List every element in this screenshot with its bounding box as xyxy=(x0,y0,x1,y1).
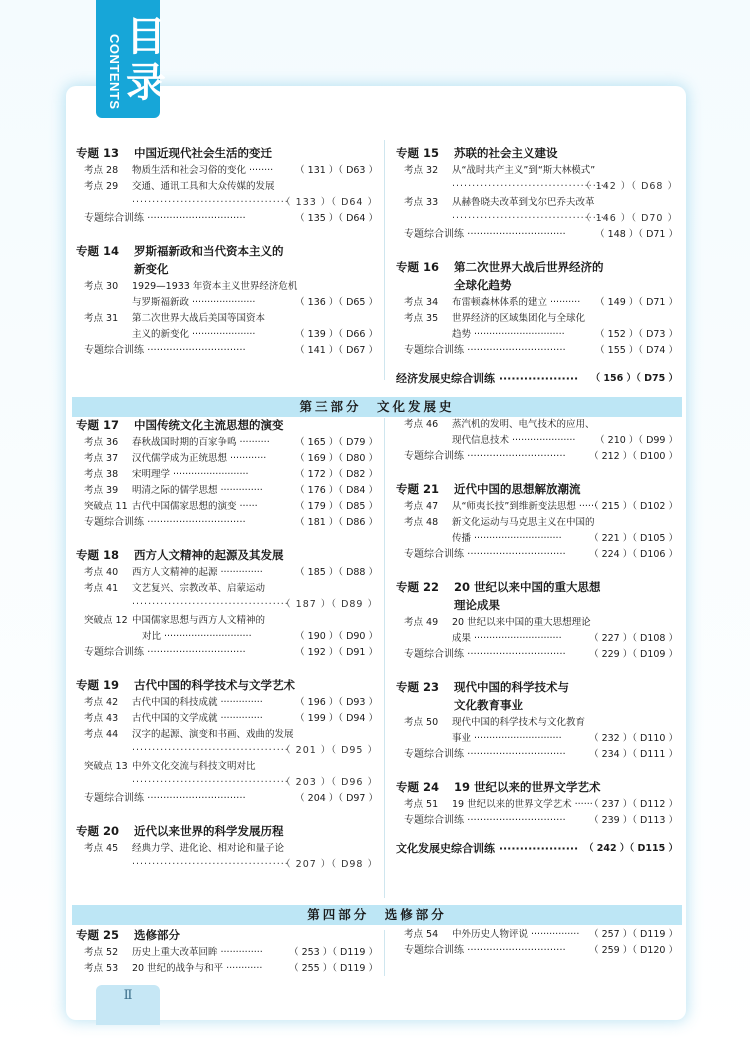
entry-title: 从“师夷长技”到维新变法思想 ······ xyxy=(452,501,597,512)
entry-title: 中外历史人物评说 ················ xyxy=(452,929,580,940)
topic-title: 19 世纪以来的世界文学艺术 xyxy=(454,780,601,794)
toc-review xyxy=(404,450,686,464)
entry-title: 20 世纪的战争与和平 ············ xyxy=(132,963,263,974)
entry-title: 世界经济的区域集团化与全球化 xyxy=(452,313,586,324)
toc-entry xyxy=(84,696,386,710)
page-reference: （ 203 ）（ D96 ） xyxy=(281,777,378,788)
review-title: 专题综合训练 ······························· xyxy=(84,345,246,356)
topic-number: 专题 14 xyxy=(76,244,120,258)
topic-title: 近代中国的思想解放潮流 xyxy=(454,482,581,496)
point-label: 考点 43 xyxy=(84,713,119,724)
page-reference: （ 155 ）（ D74 ） xyxy=(595,345,678,356)
topic-number: 专题 24 xyxy=(396,780,440,794)
toc-entry xyxy=(404,798,686,812)
toc-entry xyxy=(132,296,434,310)
entry-title: 新文化运动与马克思主义在中国的 xyxy=(452,517,595,528)
review-title: 文化发展史综合训练 ··················· xyxy=(396,842,579,855)
page-reference: （ 237 ）（ D112 ） xyxy=(589,799,678,810)
toc-review xyxy=(404,228,686,242)
topic-title: 罗斯福新政和当代资本主义的 xyxy=(134,244,284,258)
entry-title: 交通、通讯工具和大众传媒的发展 xyxy=(132,181,275,192)
leader-dots xyxy=(452,212,734,226)
entry-title: 对比 ····························· xyxy=(142,631,252,642)
topic-number: 专题 20 xyxy=(76,824,120,838)
topic-number: 专题 23 xyxy=(396,680,440,694)
toc-entry xyxy=(404,716,686,730)
topic-title: 第二次世界大战后世界经济的 xyxy=(454,260,604,274)
entry-title: 明清之际的儒学思想 ·············· xyxy=(132,485,263,496)
entry-title: 传播 ····························· xyxy=(452,533,562,544)
topic-number: 专题 22 xyxy=(396,580,440,594)
toc-review xyxy=(84,792,386,806)
entry-title: 汉代儒学成为正统思想 ············ xyxy=(132,453,267,464)
entry-title: 现代中国的科学技术与文化教育 xyxy=(452,717,586,728)
page-reference: （ 135 ）（ D64 ） xyxy=(295,213,378,224)
toc-topic xyxy=(76,678,378,692)
topic-number: 专题 15 xyxy=(396,146,440,160)
page-reference: （ 259 ）（ D120 ） xyxy=(589,945,678,956)
leader-dots: ······································· xyxy=(132,745,289,756)
entry-title: 现代信息技术 ····················· xyxy=(452,435,576,446)
leader-dots xyxy=(132,858,434,872)
entry-title: 19 世纪以来的世界文学艺术 ······ xyxy=(452,799,593,810)
entry-title: 布雷顿森林体系的建立 ·········· xyxy=(452,297,581,308)
toc-entry xyxy=(84,164,386,178)
toc-topic xyxy=(454,698,736,712)
toc-entry xyxy=(404,516,686,530)
page-reference: （ 204 ）（ D97 ） xyxy=(295,793,378,804)
toc-entry xyxy=(84,484,386,498)
point-label: 考点 40 xyxy=(84,567,119,578)
page-reference: （ 229 ）（ D109 ） xyxy=(589,649,678,660)
entry-title: 宋明理学 ························· xyxy=(132,469,249,480)
topic-title: 文化教育事业 xyxy=(454,698,523,712)
page-reference: （ 232 ）（ D110 ） xyxy=(589,733,678,744)
point-label: 突破点 12 xyxy=(84,615,128,626)
entry-title: 春秋战国时期的百家争鸣 ·········· xyxy=(132,437,270,448)
toc-review xyxy=(404,944,686,958)
leader-dots xyxy=(452,180,734,194)
toc-review xyxy=(404,748,686,762)
toc-entry xyxy=(84,760,386,774)
page-reference: （ 136 ）（ D65 ） xyxy=(295,297,378,308)
topic-title: 苏联的社会主义建设 xyxy=(454,146,558,160)
entry-title: 古代中国的科技成就 ·············· xyxy=(132,697,263,708)
toc-review xyxy=(84,344,386,358)
topic-number: 专题 17 xyxy=(76,418,120,432)
point-label: 考点 36 xyxy=(84,437,119,448)
page-reference: （ 169 ）（ D80 ） xyxy=(295,453,378,464)
topic-title: 20 世纪以来中国的重大思想 xyxy=(454,580,601,594)
toc-entry xyxy=(142,630,444,644)
point-label: 考点 51 xyxy=(404,799,439,810)
review-title: 专题综合训练 ······························· xyxy=(404,549,566,560)
toc-entry xyxy=(84,614,386,628)
page-reference: （ 253 ）（ D119 ） xyxy=(289,947,378,958)
page-reference: （ 221 ）（ D105 ） xyxy=(589,533,678,544)
point-label: 考点 35 xyxy=(404,313,439,324)
leader-dots: ······································· xyxy=(452,213,609,224)
page-reference: （ 255 ）（ D119 ） xyxy=(289,963,378,974)
point-label: 考点 53 xyxy=(84,963,119,974)
point-label: 考点 52 xyxy=(84,947,119,958)
leader-dots: ······································· xyxy=(132,777,289,788)
toc-topic xyxy=(76,418,378,432)
entry-title: 20 世纪以来中国的重大思想理论 xyxy=(452,617,591,628)
entry-title: 历史上重大改革回眸 ·············· xyxy=(132,947,263,958)
toc-entry xyxy=(84,712,386,726)
review-title: 专题综合训练 ······························· xyxy=(404,749,566,760)
entry-title: 主义的新变化 ····················· xyxy=(132,329,256,340)
point-label: 考点 31 xyxy=(84,313,119,324)
entry-title: 西方人文精神的起源 ·············· xyxy=(132,567,263,578)
point-label: 考点 48 xyxy=(404,517,439,528)
review-title: 专题综合训练 ······························· xyxy=(84,647,246,658)
topic-number: 专题 18 xyxy=(76,548,120,562)
page-reference: （ 141 ）（ D67 ） xyxy=(295,345,378,356)
toc-entry xyxy=(84,452,386,466)
entry-title: 文艺复兴、宗教改革、启蒙运动 xyxy=(132,583,266,594)
page-reference: （ 239 ）（ D113 ） xyxy=(589,815,678,826)
toc-entry xyxy=(84,468,386,482)
entry-title: 汉字的起源、演变和书画、戏曲的发展 xyxy=(132,729,294,740)
page-reference: （ 148 ）（ D71 ） xyxy=(595,229,678,240)
topic-number: 专题 13 xyxy=(76,146,120,160)
page-reference: （ 146 ）（ D70 ） xyxy=(581,213,678,224)
page-reference: （ 131 ）（ D63 ） xyxy=(295,165,378,176)
point-label: 考点 54 xyxy=(404,929,439,940)
page-reference: （ 190 ）（ D90 ） xyxy=(295,631,378,642)
toc-topic xyxy=(396,580,678,594)
topic-number: 专题 25 xyxy=(76,928,120,942)
toc-topic xyxy=(76,824,378,838)
toc-topic xyxy=(134,262,436,276)
leader-dots xyxy=(132,744,434,758)
toc-review xyxy=(84,516,386,530)
point-label: 突破点 11 xyxy=(84,501,128,512)
point-label: 考点 44 xyxy=(84,729,119,740)
toc-comprehensive-review xyxy=(396,372,678,386)
entry-title: 成果 ····························· xyxy=(452,633,562,644)
toc-review xyxy=(84,646,386,660)
toc-topic xyxy=(76,244,378,258)
leader-dots: ······································· xyxy=(452,181,609,192)
point-label: 考点 45 xyxy=(84,843,119,854)
page-reference: （ 172 ）（ D82 ） xyxy=(295,469,378,480)
page-reference: （ 142 ）（ D68 ） xyxy=(581,181,678,192)
entry-title: 1929—1933 年资本主义世界经济危机 xyxy=(132,281,298,292)
review-title: 经济发展史综合训练 ··················· xyxy=(396,372,579,385)
toc-review xyxy=(84,212,386,226)
toc-topic xyxy=(396,482,678,496)
page-reference: （ 242 ）（ D115 ） xyxy=(583,843,678,854)
page-reference: （ 212 ）（ D100 ） xyxy=(589,451,678,462)
toc-topic xyxy=(396,260,678,274)
toc-entry xyxy=(84,312,386,326)
toc-entry xyxy=(452,632,734,646)
toc-review xyxy=(404,344,686,358)
point-label: 考点 41 xyxy=(84,583,119,594)
topic-number: 专题 19 xyxy=(76,678,120,692)
entry-title: 第二次世界大战后美国等国资本 xyxy=(132,313,266,324)
toc-entry xyxy=(404,164,686,178)
review-title: 专题综合训练 ······························· xyxy=(404,229,566,240)
toc-entry xyxy=(84,500,386,514)
page-reference: （ 257 ）（ D119 ） xyxy=(589,929,678,940)
page-reference: （ 139 ）（ D66 ） xyxy=(295,329,378,340)
page-reference: （ 156 ）（ D75 ） xyxy=(590,373,678,384)
topic-number: 专题 21 xyxy=(396,482,440,496)
topic-title: 理论成果 xyxy=(454,598,500,612)
toc-entry xyxy=(84,582,386,596)
toc-entry xyxy=(404,196,686,210)
page-reference: （ 133 ）（ D64 ） xyxy=(281,197,378,208)
leader-dots: ······································· xyxy=(132,197,289,208)
entry-title: 从赫鲁晓夫改革到戈尔巴乔夫改革 xyxy=(452,197,595,208)
page-reference: （ 201 ）（ D95 ） xyxy=(281,745,378,756)
toc-entry xyxy=(84,728,386,742)
toc-entry xyxy=(132,328,434,342)
toc-entry xyxy=(84,566,386,580)
toc-topic xyxy=(454,598,736,612)
topic-title: 现代中国的科学技术与 xyxy=(454,680,569,694)
entry-title: 经典力学、进化论、相对论和量子论 xyxy=(132,843,285,854)
topic-number: 专题 16 xyxy=(396,260,440,274)
leader-dots: ······································· xyxy=(132,859,289,870)
toc-entry xyxy=(452,732,734,746)
toc-entry xyxy=(404,928,686,942)
review-title: 专题综合训练 ······························· xyxy=(404,815,566,826)
toc-entry xyxy=(84,842,386,856)
point-label: 考点 34 xyxy=(404,297,439,308)
page-reference: （ 196 ）（ D93 ） xyxy=(295,697,378,708)
page-reference: （ 192 ）（ D91 ） xyxy=(295,647,378,658)
toc-entry xyxy=(404,312,686,326)
point-label: 考点 47 xyxy=(404,501,439,512)
page-reference: （ 234 ）（ D111 ） xyxy=(589,749,678,760)
entry-title: 物质生活和社会习俗的变化 ········ xyxy=(132,165,274,176)
page-reference: （ 210 ）（ D99 ） xyxy=(595,435,678,446)
toc-entry xyxy=(404,296,686,310)
point-label: 考点 30 xyxy=(84,281,119,292)
leader-dots: ······································· xyxy=(132,599,289,610)
point-label: 突破点 13 xyxy=(84,761,128,772)
entry-title: 古代中国儒家思想的演变 ······ xyxy=(132,501,258,512)
toc-entry xyxy=(404,616,686,630)
toc-entry xyxy=(404,500,686,514)
point-label: 考点 38 xyxy=(84,469,119,480)
point-label: 考点 49 xyxy=(404,617,439,628)
point-label: 考点 28 xyxy=(84,165,119,176)
entry-title: 古代中国的文学成就 ·············· xyxy=(132,713,263,724)
toc-review xyxy=(404,648,686,662)
point-label: 考点 46 xyxy=(404,419,439,430)
toc-topic xyxy=(76,548,378,562)
topic-title: 中国传统文化主流思想的演变 xyxy=(134,418,284,432)
topic-title: 全球化趋势 xyxy=(454,278,512,292)
toc-entry xyxy=(84,436,386,450)
page-reference: （ 187 ）（ D89 ） xyxy=(281,599,378,610)
entry-title: 蒸汽机的发明、电气技术的应用、 xyxy=(452,419,595,430)
toc-topic xyxy=(396,680,678,694)
page-title: 目录 xyxy=(126,13,166,106)
topic-title: 中国近现代社会生活的变迁 xyxy=(134,146,272,160)
toc-entry xyxy=(84,280,386,294)
part-banner-culture: 第三部分 文化发展史 xyxy=(72,397,682,417)
toc-entry xyxy=(452,434,734,448)
topic-title: 选修部分 xyxy=(134,928,180,942)
entry-title: 从“战时共产主义”到“斯大林模式” xyxy=(452,165,596,176)
page-reference: （ 215 ）（ D102 ） xyxy=(589,501,678,512)
page-reference: （ 179 ）（ D85 ） xyxy=(295,501,378,512)
leader-dots xyxy=(132,598,434,612)
entry-title: 事业 ····························· xyxy=(452,733,562,744)
toc-review xyxy=(404,814,686,828)
toc-entry xyxy=(84,962,386,976)
toc-topic xyxy=(396,780,678,794)
page-reference: （ 149 ）（ D71 ） xyxy=(595,297,678,308)
point-label: 考点 29 xyxy=(84,181,119,192)
toc-comprehensive-review xyxy=(396,842,678,856)
page-reference: （ 152 ）（ D73 ） xyxy=(595,329,678,340)
point-label: 考点 42 xyxy=(84,697,119,708)
leader-dots xyxy=(132,776,434,790)
toc-entry xyxy=(404,418,686,432)
page-reference: （ 176 ）（ D84 ） xyxy=(295,485,378,496)
point-label: 考点 33 xyxy=(404,197,439,208)
toc-topic xyxy=(396,146,678,160)
topic-title: 古代中国的科学技术与文学艺术 xyxy=(134,678,295,692)
point-label: 考点 32 xyxy=(404,165,439,176)
page-reference: （ 224 ）（ D106 ） xyxy=(589,549,678,560)
entry-title: 趋势 ······························ xyxy=(452,329,565,340)
topic-title: 近代以来世界的科学发展历程 xyxy=(134,824,284,838)
toc-entry xyxy=(84,180,386,194)
page-reference: （ 185 ）（ D88 ） xyxy=(295,567,378,578)
toc-topic xyxy=(76,146,378,160)
review-title: 专题综合训练 ······························· xyxy=(404,649,566,660)
page-reference: （ 227 ）（ D108 ） xyxy=(589,633,678,644)
review-title: 专题综合训练 ······························· xyxy=(84,793,246,804)
page-reference: （ 199 ）（ D94 ） xyxy=(295,713,378,724)
point-label: 考点 37 xyxy=(84,453,119,464)
toc-review xyxy=(404,548,686,562)
page-reference: （ 207 ）（ D98 ） xyxy=(281,859,378,870)
page-reference: （ 165 ）（ D79 ） xyxy=(295,437,378,448)
page-subtitle: CONTENTS xyxy=(107,34,122,110)
review-title: 专题综合训练 ······························· xyxy=(84,517,246,528)
toc-topic xyxy=(76,928,378,942)
page-reference: （ 181 ）（ D86 ） xyxy=(295,517,378,528)
review-title: 专题综合训练 ······························· xyxy=(404,451,566,462)
review-title: 专题综合训练 ······························· xyxy=(404,345,566,356)
toc-entry xyxy=(452,532,734,546)
review-title: 专题综合训练 ······························· xyxy=(84,213,246,224)
point-label: 考点 39 xyxy=(84,485,119,496)
review-title: 专题综合训练 ······························· xyxy=(404,945,566,956)
leader-dots xyxy=(132,196,434,210)
point-label: 考点 50 xyxy=(404,717,439,728)
entry-title: 中外文化交流与科技文明对比 xyxy=(132,761,256,772)
toc-entry xyxy=(452,328,734,342)
toc-entry xyxy=(84,946,386,960)
toc-topic xyxy=(454,278,736,292)
part-banner-elective: 第四部分 选修部分 xyxy=(72,905,682,925)
topic-title: 西方人文精神的起源及其发展 xyxy=(134,548,284,562)
topic-title: 新变化 xyxy=(134,262,169,276)
page-number: Ⅱ xyxy=(123,988,133,1003)
entry-title: 与罗斯福新政 ····················· xyxy=(132,297,256,308)
entry-title: 中国儒家思想与西方人文精神的 xyxy=(132,615,266,626)
